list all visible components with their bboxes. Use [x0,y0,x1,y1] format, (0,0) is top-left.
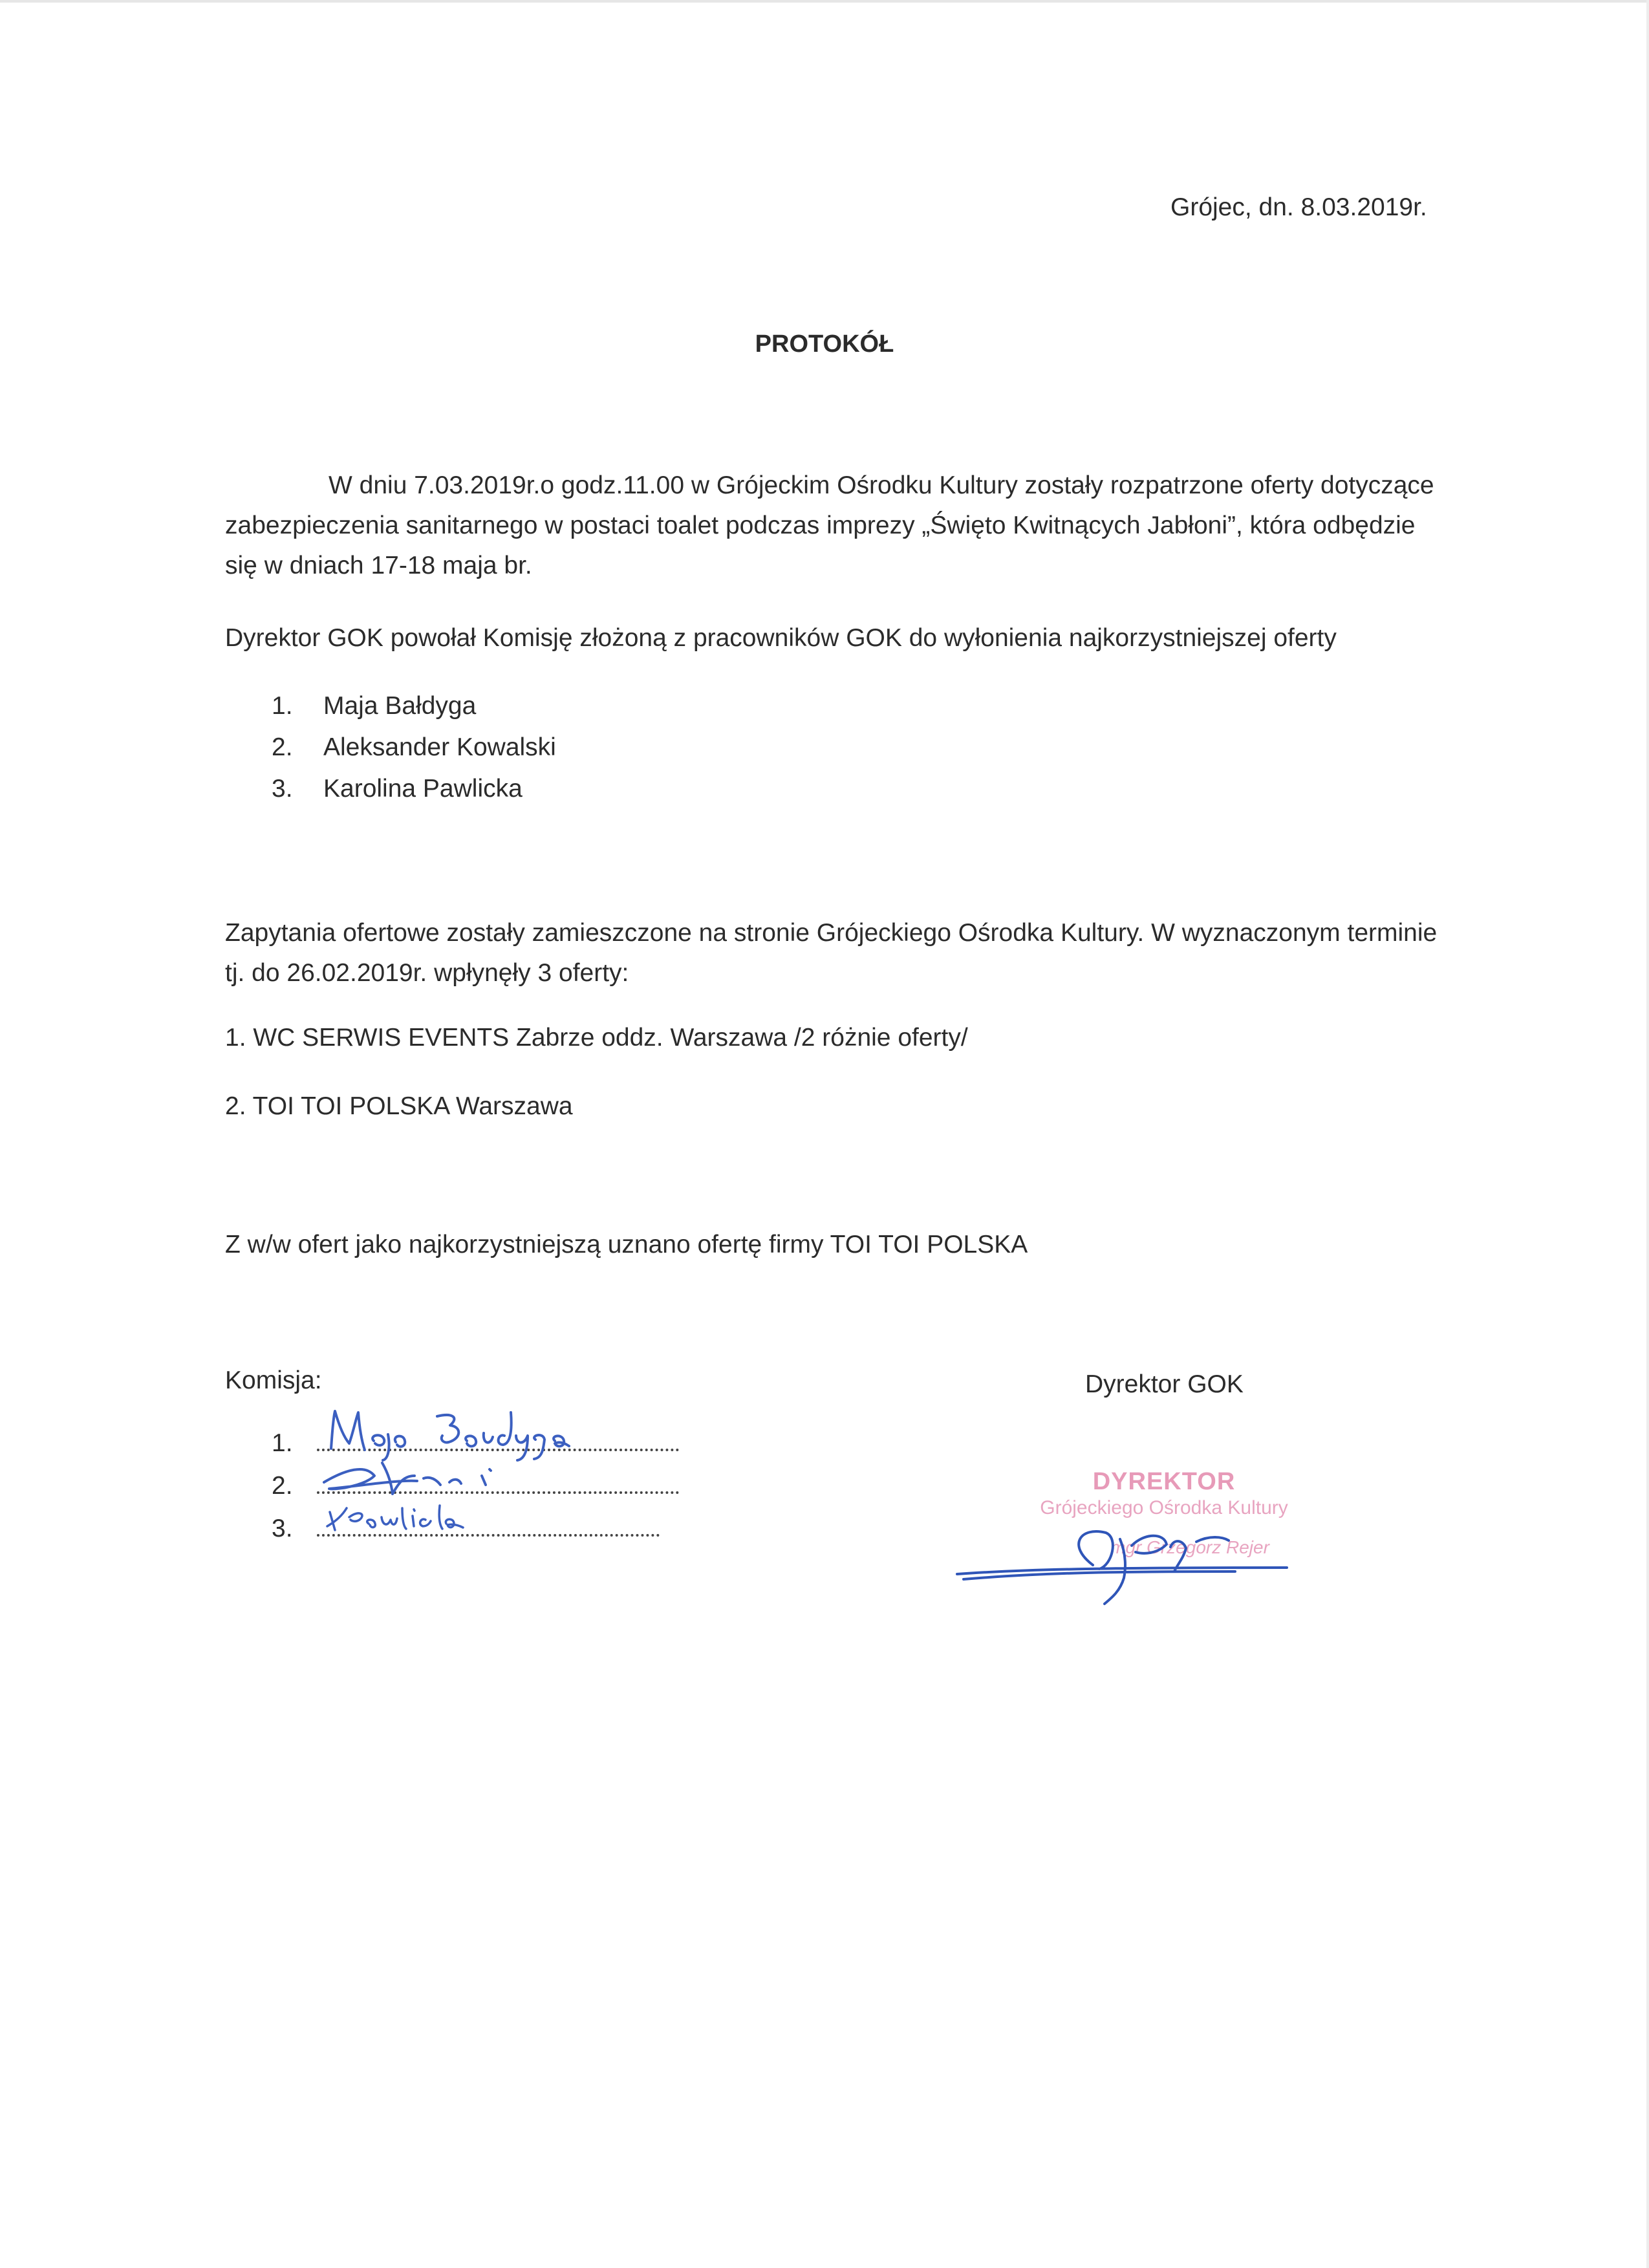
list-number: 2. [272,733,293,761]
signature-number: 1. [272,1429,293,1457]
intro-paragraph: W dniu 7.03.2019r.o godz.11.00 w Grójeckim Ośrodku Kultury zostały rozpatrzone oferty dotyczące zabezpieczenia sanitarnego w postaci toalet podczas imprezy „Święto Kwitnących Jabłoni”, która odbędzie się w dniach 17-18 maja br. [225,471,1434,579]
list-item [272,686,556,727]
offer-item: 2. TOI TOI POLSKA Warszawa [225,1092,573,1120]
offer-item: 1. WC SERWIS EVENTS Zabrze oddz. Warszawa /2 różnie oferty/ [225,1024,968,1052]
director-stamp [1015,1468,1313,1558]
list-item [272,768,556,810]
dotted-line [317,1485,679,1494]
place-date: Grójec, dn. 8.03.2019r. [1170,193,1427,221]
member-name: Aleksander Kowalski [323,733,556,761]
member-name: Karolina Pawlicka [323,775,523,803]
dotted-line [317,1528,660,1537]
stamp-title: DYREKTOR [1092,1468,1236,1495]
signature-line [272,1515,660,1543]
member-name: Maja Bałdyga [323,692,477,720]
commission-member-list [272,686,556,810]
document-title: PROTOKÓŁ [755,330,894,358]
list-number: 1. [272,692,293,720]
scan-edge-top [0,0,1649,3]
director-label: Dyrektor GOK [1085,1370,1244,1398]
dotted-line [317,1442,679,1451]
signature-number: 2. [272,1472,293,1500]
list-number: 3. [272,775,293,803]
conclusion: Z w/w ofert jako najkorzystniejszą uznano ofertę firmy TOI TOI POLSKA [225,1231,1028,1258]
list-item [272,727,556,768]
inquiry-paragraph: Zapytania ofertowe zostały zamieszczone na stronie Grójeckiego Ośrodka Kultury. W wyznaczonym terminie tj. do 26.02.2019r. wpłynęły 3 oferty: [225,919,1438,987]
commission-label: Komisja: [225,1366,322,1394]
signature-line [272,1472,679,1500]
signature-number: 3. [272,1515,293,1542]
commission-intro: Dyrektor GOK powołał Komisję złożoną z pracowników GOK do wyłonienia najkorzystniejszej oferty [225,624,1337,652]
signature-line [272,1429,679,1458]
stamp-name: mgr Grzegorz Rejer [1110,1537,1269,1557]
stamp-institution: Grójeckiego Ośrodka Kultury [1040,1497,1288,1518]
